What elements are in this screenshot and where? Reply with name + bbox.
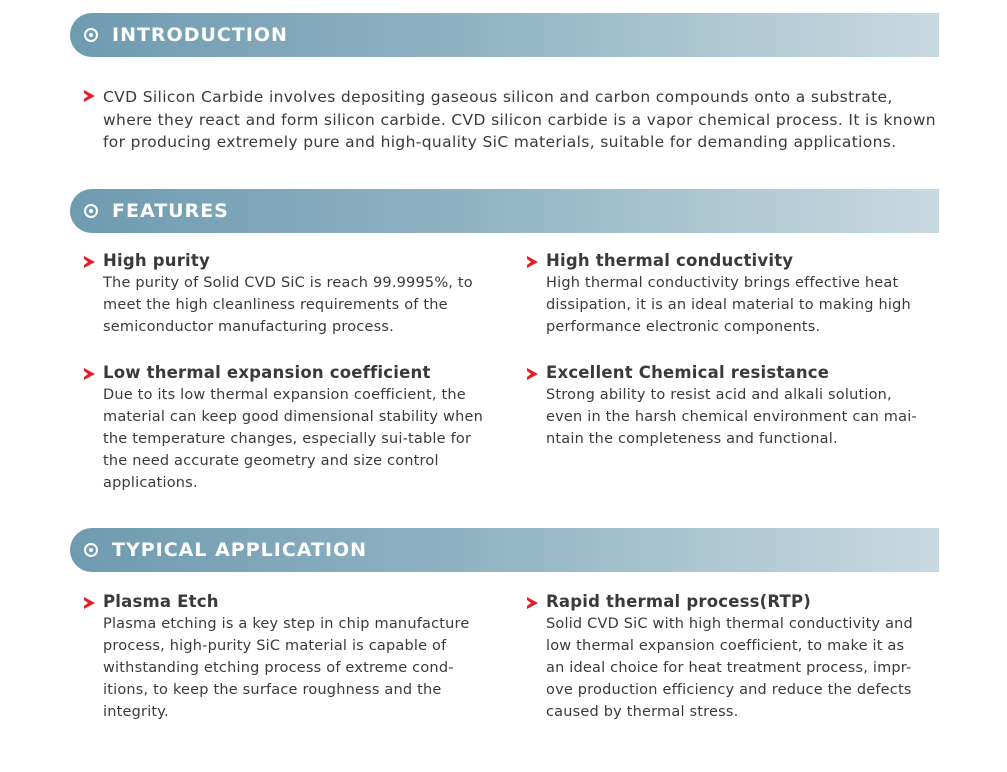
- arrow-right-icon: [84, 597, 95, 609]
- feature-item: [546, 362, 926, 450]
- feature-item: [546, 250, 926, 338]
- feature-text: Strong ability to resist acid and alkali solution, even in the harsh chemical environment can mai-ntain the completeness and functional.: [546, 387, 917, 447]
- feature-title: Excellent Chemical resistance: [546, 363, 830, 382]
- section-title: INTRODUCTION: [112, 24, 288, 46]
- arrow-right-icon: [84, 90, 95, 102]
- target-icon: [84, 28, 98, 42]
- target-icon: [84, 204, 98, 218]
- application-text: Plasma etching is a key step in chip manufacture process, high-purity SiC material is capable of withstanding etching process of extreme cond-itions, to keep the surface roughness and the integrity.: [103, 616, 470, 720]
- section-title: FEATURES: [112, 200, 229, 222]
- application-title: Rapid thermal process(RTP): [546, 592, 812, 611]
- section-banner-features: [70, 189, 939, 233]
- arrow-right-icon: [527, 256, 538, 268]
- section-banner-typical-application: [70, 528, 939, 572]
- arrow-right-icon: [84, 368, 95, 380]
- section-title: TYPICAL APPLICATION: [112, 539, 368, 561]
- intro-paragraph: CVD Silicon Carbide involves depositing gaseous silicon and carbon compounds onto a substrate, where they react and form silicon carbide. CVD silicon carbide is a vapor chemical process. It is known for producing extremely pure and high-quality SiC materials, suitable for demanding applications.: [103, 88, 936, 151]
- feature-title: High purity: [103, 251, 210, 270]
- feature-title: Low thermal expansion coefficient: [103, 363, 431, 382]
- target-icon: [84, 543, 98, 557]
- arrow-right-icon: [527, 597, 538, 609]
- feature-item: [103, 362, 483, 494]
- arrow-right-icon: [84, 256, 95, 268]
- application-text: Solid CVD SiC with high thermal conductivity and low thermal expansion coefficient, to make it as an ideal choice for heat treatment process, impr-ove production efficiency and reduce the defects caused by thermal stress.: [546, 616, 913, 720]
- application-item: [546, 591, 926, 723]
- arrow-right-icon: [527, 368, 538, 380]
- section-banner-introduction: [70, 13, 939, 57]
- application-title: Plasma Etch: [103, 592, 219, 611]
- feature-item: [103, 250, 483, 338]
- feature-text: The purity of Solid CVD SiC is reach 99.9995%, to meet the high cleanliness requirements of the semiconductor manufacturing process.: [103, 275, 473, 335]
- feature-text: Due to its low thermal expansion coefficient, the material can keep good dimensional stability when the temperature changes, especially sui-table for the need accurate geometry and size control applications.: [103, 387, 483, 491]
- feature-text: High thermal conductivity brings effective heat dissipation, it is an ideal material to making high performance electronic components.: [546, 275, 911, 335]
- feature-title: High thermal conductivity: [546, 251, 794, 270]
- application-item: [103, 591, 483, 723]
